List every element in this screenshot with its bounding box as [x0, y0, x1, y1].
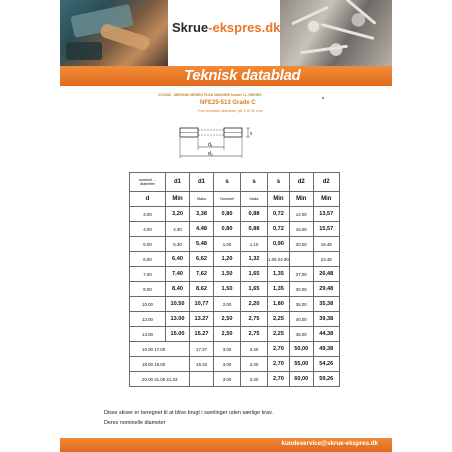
table-cell: 29,48: [313, 282, 339, 297]
table-cell: 1,35: [268, 282, 290, 297]
table-cell: 2,70: [268, 342, 290, 357]
table-cell: 15.00: [166, 327, 190, 342]
subheader-cell: Min: [313, 192, 339, 207]
table-header-row: [130, 173, 340, 192]
table-cell: [190, 372, 214, 387]
header-banner: [60, 0, 392, 66]
table-cell: 0,80: [214, 222, 241, 237]
table-cell: 40,00: [289, 312, 313, 327]
label-d1: d₁: [208, 142, 213, 148]
table-cell: 2,50: [214, 327, 241, 342]
usage-note: Disse skiver er beregnet til at blive brugt i samlinger uden særlige krav.: [104, 410, 273, 416]
washer-drawing: [176, 126, 336, 164]
table-cell: 7,62: [190, 267, 214, 282]
table-cell: 1,35: [268, 267, 290, 282]
table-cell: 23.48: [313, 252, 339, 267]
table-cell: 0,72: [268, 207, 290, 222]
table-cell: 17.27: [190, 342, 214, 357]
table-row: [130, 282, 340, 297]
table-cell: 15,57: [313, 222, 339, 237]
table-cell: 30.00: [289, 282, 313, 297]
table-cell: 1,50: [214, 267, 241, 282]
table-cell: 5.30: [166, 237, 190, 252]
table-cell: 1,50: [214, 282, 241, 297]
dimension-table: [129, 172, 340, 387]
table-cell: 3,38: [190, 207, 214, 222]
table-cell: 1,32: [241, 252, 268, 267]
table-row: [130, 342, 340, 357]
table-cell: 0,90: [268, 237, 290, 252]
table-cell: 60,00: [289, 372, 313, 387]
table-row: [130, 312, 340, 327]
standard-line: NFE25-513 Grade C: [200, 100, 256, 106]
table-cell: 12.00: [130, 312, 166, 327]
page-title: Teknisk datablad: [184, 67, 301, 84]
table-cell: 18.00 19.00: [130, 357, 190, 372]
col-header: d1: [166, 173, 190, 192]
col-header: d2: [313, 173, 339, 192]
table-cell: 55,00: [289, 357, 313, 372]
table-cell: 13,57: [313, 207, 339, 222]
table-cell: 4.30: [166, 222, 190, 237]
table-cell: 3.30: [241, 357, 268, 372]
table-cell: 0,72: [268, 222, 290, 237]
table-cell: 7,40: [166, 267, 190, 282]
tools-photo: [60, 0, 168, 66]
subheader-cell: Maks: [190, 192, 214, 207]
table-cell: 3.30: [241, 342, 268, 357]
table-row: [130, 237, 340, 252]
table-cell: 6.00: [130, 252, 166, 267]
table-row: [130, 327, 340, 342]
col-header: s: [214, 173, 241, 192]
table-cell: 45,00: [289, 327, 313, 342]
table-cell: 5,48: [190, 237, 214, 252]
corner-header-cell: nominel ... diameter: [130, 173, 166, 192]
table-cell: 1.10: [241, 237, 268, 252]
diameter-note: Deres nominelle diameter: [104, 420, 166, 426]
product-series-line: VX2036 - MEDIUM SERIES FLAD WASHER holder LL SERIES: [158, 93, 262, 97]
table-cell: 5.00: [130, 237, 166, 252]
table-cell: 6,40: [166, 252, 190, 267]
table-cell: 20.00: [289, 237, 313, 252]
table-cell: 3.00: [130, 207, 166, 222]
subheader-cell: Min: [268, 192, 290, 207]
col-header: s: [268, 173, 290, 192]
table-cell: 15.27: [190, 327, 214, 342]
table-cell: 4,48: [190, 222, 214, 237]
subheader-cell: Nominel: [214, 192, 241, 207]
table-cell: 0,88: [241, 222, 268, 237]
table-cell: 1,20: [214, 252, 241, 267]
site-logo[interactable]: [172, 20, 280, 35]
table-cell: 2,75: [241, 327, 268, 342]
table-cell: 0,80: [214, 207, 241, 222]
table-cell: 10.50: [166, 297, 190, 312]
table-cell: 8,62: [190, 282, 214, 297]
table-cell: 2.00: [214, 297, 241, 312]
datasheet-page: [60, 0, 392, 452]
table-cell: 49,38: [313, 342, 339, 357]
table-cell: 2,50: [214, 312, 241, 327]
table-cell: 59,26: [313, 372, 339, 387]
table-cell: 2,75: [241, 312, 268, 327]
table-cell: 26,48: [313, 267, 339, 282]
table-cell: 1,80: [268, 297, 290, 312]
table-cell: 2,25: [268, 327, 290, 342]
table-cell: 19.48: [313, 237, 339, 252]
col-header: d1: [190, 173, 214, 192]
table-cell: 4.00: [130, 222, 166, 237]
subheader-cell: d: [130, 192, 166, 207]
table-cell: 35,38: [313, 297, 339, 312]
table-cell: 2,20: [241, 297, 268, 312]
table-cell: 1.00: [214, 237, 241, 252]
table-cell: 6,62: [190, 252, 214, 267]
diameter-range-line: Pco nominel diameter på 3 til 20 mm: [198, 108, 263, 113]
table-cell: 19.33: [190, 357, 214, 372]
subheader-cell: Min: [166, 192, 190, 207]
table-subheader-row: [130, 192, 340, 207]
table-cell: 36.00: [289, 297, 313, 312]
table-cell: 3.30: [241, 372, 268, 387]
table-cell: 44,38: [313, 327, 339, 342]
table-cell: 2,25: [268, 312, 290, 327]
table-cell: 1,65: [241, 267, 268, 282]
table-cell: 50,00: [289, 342, 313, 357]
table-cell: 1,65: [241, 282, 268, 297]
table-cell: 2,70: [268, 372, 290, 387]
table-cell: 13.00: [166, 312, 190, 327]
title-bar: [60, 66, 392, 86]
subheader-cell: Maks: [241, 192, 268, 207]
screws-photo: [280, 0, 392, 66]
table-cell: 16.00: [289, 222, 313, 237]
table-cell: [289, 252, 313, 267]
logo-accent-text: -ekspres.dk: [208, 20, 281, 35]
table-cell: 3.00: [214, 342, 241, 357]
decorative-dot: [322, 97, 324, 99]
table-cell: 13.27: [190, 312, 214, 327]
table-row: [130, 222, 340, 237]
table-row: [130, 357, 340, 372]
table-cell: 8.00: [130, 282, 166, 297]
table-cell: 14.00: [289, 207, 313, 222]
table-cell: 8,40: [166, 282, 190, 297]
table-cell: 0,88: [241, 207, 268, 222]
table-cell: 1.08 24.00: [268, 252, 290, 267]
table-cell: 16.00 17.00: [130, 342, 190, 357]
table-cell: 10.00: [130, 297, 166, 312]
table-cell: 7.00: [130, 267, 166, 282]
label-d2: d₂: [208, 151, 213, 157]
table-cell: 39,38: [313, 312, 339, 327]
logo-main-text: Skrue: [172, 20, 209, 35]
table-cell: 3,20: [166, 207, 190, 222]
footer-bar: [60, 438, 392, 452]
col-header: s: [241, 173, 268, 192]
table-cell: 3.00: [214, 357, 241, 372]
table-row: [130, 267, 340, 282]
table-cell: 3.00: [214, 372, 241, 387]
customer-service-email-link[interactable]: kundeservice@skrue-ekspres.dk: [281, 440, 378, 447]
table-cell: 27.00: [289, 267, 313, 282]
col-header: d2: [289, 173, 313, 192]
label-s: s: [250, 130, 253, 136]
table-row: [130, 372, 340, 387]
table-row: [130, 207, 340, 222]
table-cell: 2,70: [268, 357, 290, 372]
table-row: [130, 252, 340, 267]
table-row: [130, 297, 340, 312]
table-cell: 10,77: [190, 297, 214, 312]
table-cell: 14.00: [130, 327, 166, 342]
table-cell: 54,26: [313, 357, 339, 372]
table-cell: 20.00 21.00 21.33: [130, 372, 190, 387]
subheader-cell: Min: [289, 192, 313, 207]
